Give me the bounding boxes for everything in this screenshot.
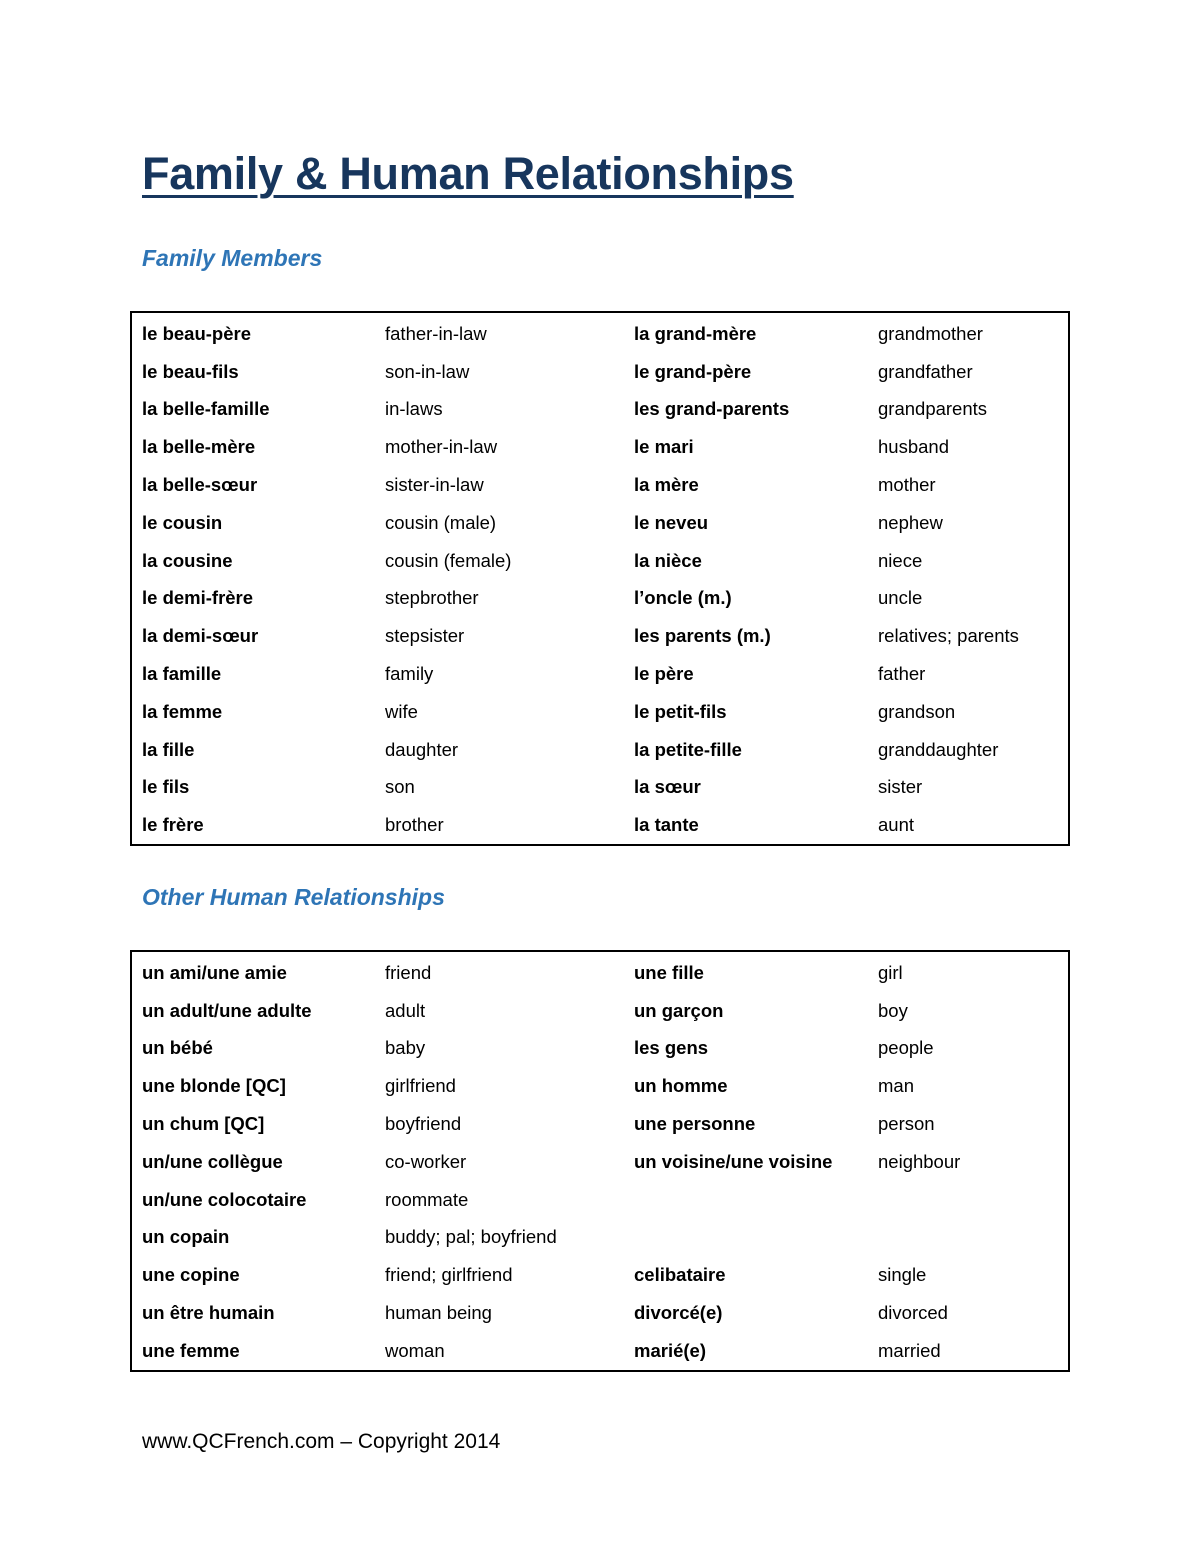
english-translation: father bbox=[878, 663, 926, 685]
english-translation: man bbox=[878, 1075, 914, 1097]
english-translation: family bbox=[385, 663, 434, 685]
french-term: le neveu bbox=[634, 511, 709, 533]
english-translation: nephew bbox=[878, 511, 943, 533]
english-translation: person bbox=[878, 1113, 935, 1135]
table-row bbox=[132, 769, 1068, 807]
french-term: un ami/une amie bbox=[142, 961, 287, 983]
english-translation: girl bbox=[878, 961, 903, 983]
french-term: un copain bbox=[142, 1226, 230, 1248]
french-term: la tante bbox=[634, 814, 699, 836]
french-term: le mari bbox=[634, 436, 694, 458]
table-row bbox=[132, 954, 1068, 992]
table-row bbox=[132, 428, 1068, 466]
english-translation: divorced bbox=[878, 1302, 948, 1324]
french-term: le frère bbox=[142, 814, 204, 836]
french-term: marié(e) bbox=[634, 1339, 706, 1361]
french-term: la petite-fille bbox=[634, 738, 742, 760]
english-translation: single bbox=[878, 1264, 927, 1286]
english-translation: friend bbox=[385, 961, 432, 983]
english-translation: people bbox=[878, 1037, 934, 1059]
table-row bbox=[132, 1143, 1068, 1181]
french-term: la cousine bbox=[142, 549, 233, 571]
english-translation: relatives; parents bbox=[878, 625, 1019, 647]
english-translation: adult bbox=[385, 999, 426, 1021]
french-term: les gens bbox=[634, 1037, 709, 1059]
english-translation: son-in-law bbox=[385, 360, 470, 382]
table-row bbox=[132, 617, 1068, 655]
english-translation: grandson bbox=[878, 700, 956, 722]
table-row bbox=[132, 353, 1068, 391]
english-translation: grandfather bbox=[878, 360, 973, 382]
table-row bbox=[132, 1067, 1068, 1105]
french-term: une copine bbox=[142, 1264, 240, 1286]
english-translation: friend; girlfriend bbox=[385, 1264, 513, 1286]
table-row bbox=[132, 1332, 1068, 1370]
footer-copyright: www.QCFrench.com – Copyright 2014 bbox=[142, 1430, 501, 1453]
french-term: une fille bbox=[634, 961, 704, 983]
table-row bbox=[132, 466, 1068, 504]
english-translation: cousin (male) bbox=[385, 511, 497, 533]
english-translation: son bbox=[385, 776, 415, 798]
english-translation: cousin (female) bbox=[385, 549, 512, 571]
english-translation: stepsister bbox=[385, 625, 465, 647]
english-translation: woman bbox=[385, 1339, 445, 1361]
table-row bbox=[132, 580, 1068, 618]
french-term: la sœur bbox=[634, 776, 701, 798]
table-row bbox=[132, 1030, 1068, 1068]
english-translation: roommate bbox=[385, 1188, 469, 1210]
french-term: le demi-frère bbox=[142, 587, 254, 609]
french-term: celibataire bbox=[634, 1264, 726, 1286]
english-translation: baby bbox=[385, 1037, 426, 1059]
french-term: la belle-famille bbox=[142, 398, 270, 420]
english-translation: brother bbox=[385, 814, 444, 836]
english-translation: aunt bbox=[878, 814, 915, 836]
table-row bbox=[132, 1294, 1068, 1332]
table-row bbox=[132, 504, 1068, 542]
table-row bbox=[132, 693, 1068, 731]
english-translation: girlfriend bbox=[385, 1075, 456, 1097]
french-term: la femme bbox=[142, 700, 223, 722]
table-row bbox=[132, 655, 1068, 693]
other-relationships-table bbox=[130, 950, 1070, 1372]
english-translation: co-worker bbox=[385, 1150, 467, 1172]
family-members-heading: Family Members bbox=[142, 245, 323, 271]
english-translation: uncle bbox=[878, 587, 923, 609]
english-translation: stepbrother bbox=[385, 587, 479, 609]
english-translation: grandmother bbox=[878, 322, 983, 344]
french-term: la fille bbox=[142, 738, 195, 760]
french-term: un voisine/une voisine bbox=[634, 1150, 833, 1172]
english-translation: grandparents bbox=[878, 398, 988, 420]
french-term: les grand-parents bbox=[634, 398, 790, 420]
english-translation: boyfriend bbox=[385, 1113, 462, 1135]
french-term: la mère bbox=[634, 474, 699, 496]
french-term: la belle-sœur bbox=[142, 474, 258, 496]
english-translation: neighbour bbox=[878, 1150, 961, 1172]
english-translation: mother bbox=[878, 474, 936, 496]
english-translation: human being bbox=[385, 1302, 492, 1324]
english-translation: married bbox=[878, 1339, 941, 1361]
french-term: le petit-fils bbox=[634, 700, 727, 722]
french-term: une blonde [QC] bbox=[142, 1075, 286, 1097]
french-term: le beau-fils bbox=[142, 360, 239, 382]
french-term: le grand-père bbox=[634, 360, 752, 382]
table-row bbox=[132, 542, 1068, 580]
french-term: l’oncle (m.) bbox=[634, 587, 732, 609]
french-term: un chum [QC] bbox=[142, 1113, 265, 1135]
english-translation: mother-in-law bbox=[385, 436, 498, 458]
english-translation: wife bbox=[385, 700, 418, 722]
french-term: la grand-mère bbox=[634, 322, 757, 344]
french-term: la nièce bbox=[634, 549, 702, 571]
french-term: le père bbox=[634, 663, 694, 685]
french-term: les parents (m.) bbox=[634, 625, 771, 647]
other-relationships-heading: Other Human Relationships bbox=[142, 884, 445, 910]
english-translation: in-laws bbox=[385, 398, 443, 420]
english-translation: father-in-law bbox=[385, 322, 487, 344]
french-term: la belle-mère bbox=[142, 436, 256, 458]
french-term: un homme bbox=[634, 1075, 728, 1097]
french-term: divorcé(e) bbox=[634, 1302, 723, 1324]
family-members-table bbox=[130, 311, 1070, 846]
french-term: la demi-sœur bbox=[142, 625, 259, 647]
english-translation: sister bbox=[878, 776, 923, 798]
french-term: un bébé bbox=[142, 1037, 213, 1059]
english-translation: daughter bbox=[385, 738, 459, 760]
page-title: Family & Human Relationships bbox=[142, 148, 794, 199]
english-translation: buddy; pal; boyfriend bbox=[385, 1226, 557, 1248]
table-row bbox=[132, 1105, 1068, 1143]
english-translation: granddaughter bbox=[878, 738, 999, 760]
french-term: le beau-père bbox=[142, 322, 251, 344]
french-term: une personne bbox=[634, 1113, 756, 1135]
french-term: le fils bbox=[142, 776, 190, 798]
table-row bbox=[132, 391, 1068, 429]
french-term: une femme bbox=[142, 1339, 240, 1361]
table-row bbox=[132, 806, 1068, 844]
english-translation: husband bbox=[878, 436, 949, 458]
table-row bbox=[132, 1256, 1068, 1294]
table-row bbox=[132, 731, 1068, 769]
table-row bbox=[132, 992, 1068, 1030]
french-term: un adult/une adulte bbox=[142, 999, 312, 1021]
english-translation: niece bbox=[878, 549, 923, 571]
french-term: un/une collègue bbox=[142, 1150, 283, 1172]
table-row bbox=[132, 315, 1068, 353]
table-row bbox=[132, 1181, 1068, 1219]
french-term: un être humain bbox=[142, 1302, 275, 1324]
table-row bbox=[132, 1219, 1068, 1257]
french-term: la famille bbox=[142, 663, 222, 685]
english-translation: boy bbox=[878, 999, 908, 1021]
english-translation: sister-in-law bbox=[385, 474, 484, 496]
french-term: un/une colocotaire bbox=[142, 1188, 307, 1210]
french-term: un garçon bbox=[634, 999, 724, 1021]
french-term: le cousin bbox=[142, 511, 223, 533]
